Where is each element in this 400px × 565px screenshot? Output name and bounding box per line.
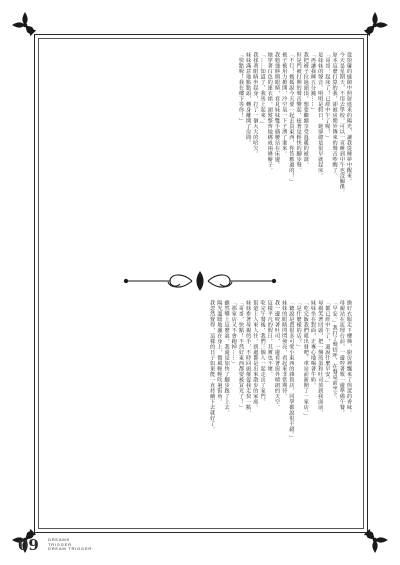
text-line: 從窗簾的縫隙中照射進來的陽光，讓我從睡夢中醒來。 <box>346 52 352 184</box>
brand-line: TRIGGER <box>48 541 72 547</box>
text-line: 被子被用力掀開，冷空氣一下子湧了進來。 <box>281 52 288 157</box>
footer-brand <box>48 538 108 552</box>
text-line: 換好衣服走下樓梯，廚房裡飄來了煎蛋的香味。 <box>346 300 352 416</box>
brand-line: DREAMS <box>48 537 70 542</box>
text-line: 今天是星期天，不用去學校，可以一直睡到中午也沒關係。 <box>338 52 345 195</box>
text-line: 原本這麼打算的我，卻被房間外傳來的聲音吵醒了。 <box>331 52 338 179</box>
body-text-top <box>52 52 352 262</box>
brand-line: DREAM TRIGGER <box>48 546 93 552</box>
fleur-de-lis-corner-ornament-icon <box>358 8 392 42</box>
text-line: 我揉著眼睛坐起身，打了一個大大的哈欠。 <box>252 52 259 157</box>
fleur-de-lis-corner-ornament-icon <box>358 523 392 557</box>
text-line: 吃完午餐後，我們三個人一起走出了家門。 <box>259 300 266 405</box>
text-line: 但是門被打開的聲音響起，接著是輕快的腳步聲。 <box>295 52 302 173</box>
text-line: 雖然嘴上這麼說，我還是加快了腳步跟了上去。 <box>223 300 230 416</box>
text-line: 「不行！媽媽說今天要一起去買東西，你答應過的！」 <box>288 52 295 184</box>
text-line: 街道上人來人往，到處都是出來散步的家庭。 <box>252 300 259 410</box>
text-line: 我把被子拉過頭頂，想要繼續享受溫暖的被窩。 <box>302 52 309 168</box>
fleur-de-lis-corner-ornament-icon <box>8 8 42 42</box>
body-text-bottom <box>52 300 352 510</box>
page-number: 09 <box>18 536 39 554</box>
text-line: 「聽說是賣很多可愛小東西的雜貨店，同學都說很不錯。」 <box>288 300 295 441</box>
text-line: 「哥哥，起床了！已經中午了喔！」 <box>324 52 331 140</box>
text-line: 「再讓我睡五分鐘……」 <box>309 52 316 113</box>
scroll-divider-ornament-icon <box>120 266 280 296</box>
text-line: 我勉強睜開眼睛，看見妹妹雙手插腰站在床邊。 <box>273 52 280 168</box>
text-line: 「是什麼樣的店？」 <box>295 300 302 350</box>
text-line: 是妹妹的聲音。明明是假日，她卻總是很早就起床。 <box>317 52 324 179</box>
text-line: 「那家店又不會跑掉……」 <box>230 300 237 366</box>
text-line: 妹妹的眼睛閃閃發亮，看起來非常期待。 <box>281 300 288 399</box>
text-line: 母親站在流理台前，一邊哼著歌一邊準備午餐。 <box>338 300 345 416</box>
text-line: 「……知道了，我馬上起來。」 <box>259 52 266 127</box>
text-line: 妹妹牽著母親的手，不時回頭催促我走快一點。 <box>245 300 252 416</box>
text-line: 「哥哥，快點！不然好東西都要被買光了！」 <box>237 300 244 410</box>
text-line: 她穿著白色的連衣裙，頭髮整齊地綁成兩條辮子。 <box>266 52 273 173</box>
text-line: 母親笑著回頭，把一盤煎蛋和吐司放到我面前。 <box>317 300 324 416</box>
text-line: 「快點喔！我在樓下等你！」 <box>237 52 244 124</box>
text-line: 「早安。」我打了聲招呼，在餐桌前坐下。 <box>331 300 338 402</box>
text-line: 妹妹坐在對面，正專心地喝著牛奶。 <box>309 300 316 388</box>
text-line: 妹妹滿意地點點頭，轉身離開了房間。 <box>245 52 252 146</box>
text-line: 這樣平凡的假日，其實也不壞。 <box>266 300 273 377</box>
text-line: 「吃完飯我們就出發吧，車站前新開了一家店。」 <box>302 300 309 419</box>
text-line: 「都已經中午了，還說什麼早安。」 <box>324 300 331 386</box>
text-line: 我忽然覺得，這樣的日子如果能一直持續下去就好了。 <box>209 300 216 432</box>
text-line: 陽光溫暖地灑在身上，微風輕輕吹過街角。 <box>216 300 223 405</box>
text-line: 我一邊咬著吐司，一邊看著窗外晴朗的天空。 <box>273 300 280 410</box>
